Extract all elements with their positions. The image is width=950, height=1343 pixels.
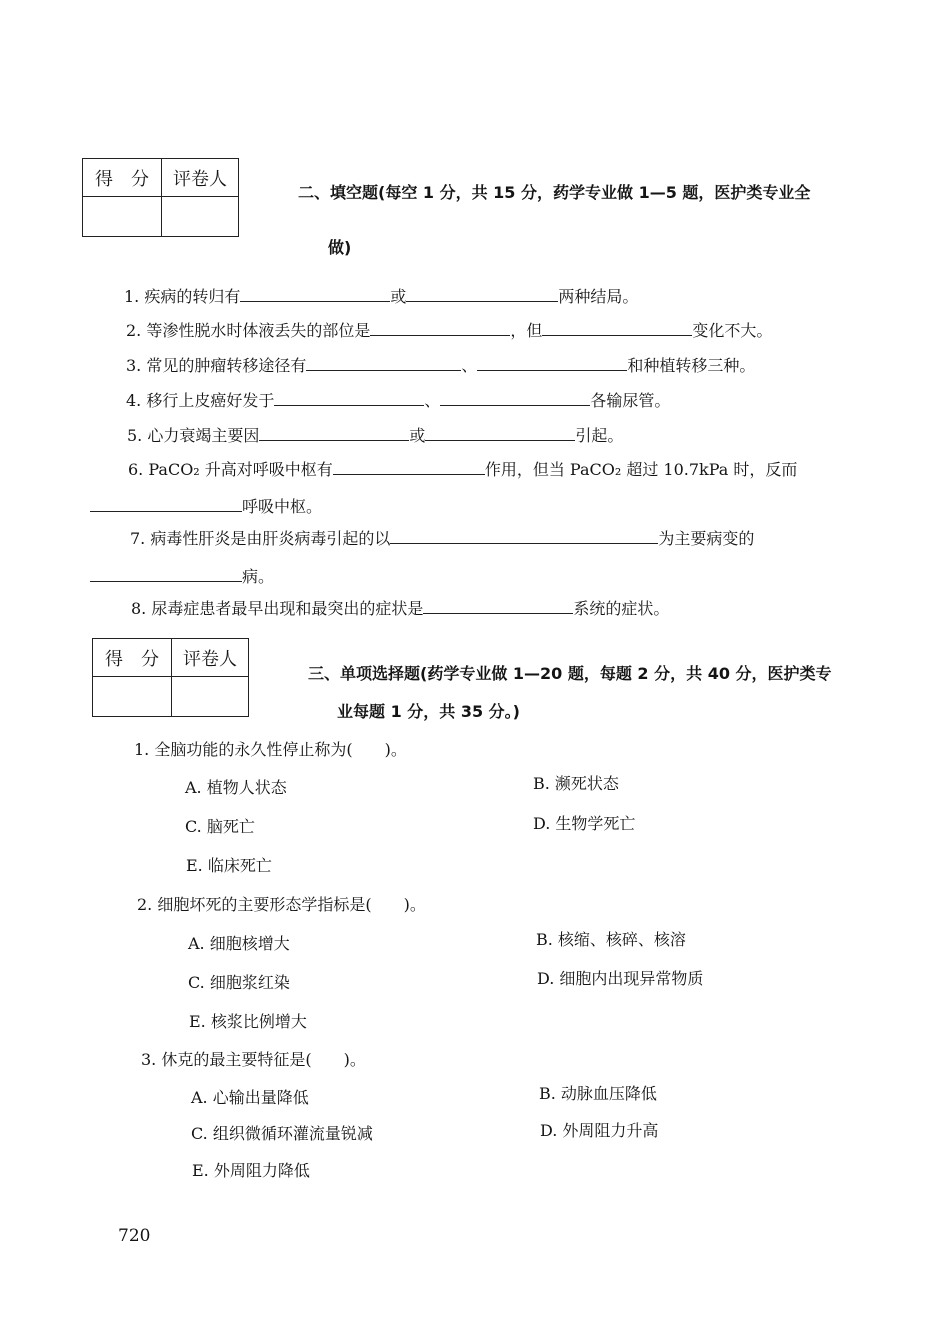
mc-option[interactable]: D. 生物学死亡 bbox=[533, 814, 636, 833]
answer-blank[interactable] bbox=[440, 391, 590, 406]
mc-option[interactable]: A. 植物人状态 bbox=[185, 778, 287, 797]
score-cell[interactable] bbox=[83, 197, 162, 237]
fill-question-6: 6. PaCO₂ 升高对呼吸中枢有 作用，但当 PaCO₂ 超过 10.7kPa 时，反而 bbox=[128, 460, 798, 479]
fill-question-8: 8. 尿毒症患者最早出现和最突出的症状是 系统的症状。 bbox=[131, 599, 670, 618]
answer-blank[interactable] bbox=[425, 426, 575, 441]
fill-question-5: 5. 心力衰竭主要因 或 引起。 bbox=[127, 426, 624, 445]
mc-option[interactable]: E. 核浆比例增大 bbox=[189, 1012, 307, 1031]
mc-option[interactable]: C. 组织微循环灌流量锐减 bbox=[191, 1124, 373, 1143]
answer-blank[interactable] bbox=[390, 529, 658, 544]
fill-question-3: 3. 常见的肿瘤转移途径有 、 和种植转移三种。 bbox=[126, 356, 756, 375]
answer-blank[interactable] bbox=[259, 426, 409, 441]
answer-blank[interactable] bbox=[370, 321, 510, 336]
answer-blank[interactable] bbox=[306, 356, 461, 371]
grader-label: 评卷人 bbox=[172, 639, 249, 677]
answer-blank[interactable] bbox=[333, 460, 485, 475]
answer-blank[interactable] bbox=[240, 287, 390, 302]
score-box-section2 bbox=[82, 158, 239, 237]
score-label: 得 分 bbox=[83, 159, 162, 197]
mc-option[interactable]: E. 临床死亡 bbox=[186, 856, 272, 875]
mc-option[interactable]: C. 脑死亡 bbox=[185, 817, 255, 836]
answer-blank[interactable] bbox=[90, 567, 242, 582]
answer-blank[interactable] bbox=[274, 391, 424, 406]
answer-blank[interactable] bbox=[90, 497, 242, 512]
page-number: 720 bbox=[118, 1226, 151, 1246]
grader-cell[interactable] bbox=[172, 677, 249, 717]
mc-option[interactable]: E. 外周阻力降低 bbox=[192, 1161, 310, 1180]
answer-blank[interactable] bbox=[542, 321, 692, 336]
mc-option[interactable]: B. 濒死状态 bbox=[533, 774, 619, 793]
grader-cell[interactable] bbox=[162, 197, 239, 237]
fill-question-1: 1. 疾病的转归有 或 两种结局。 bbox=[124, 287, 639, 306]
mc-option[interactable]: D. 外周阻力升高 bbox=[540, 1121, 659, 1140]
mc-option[interactable]: B. 核缩、核碎、核溶 bbox=[536, 930, 686, 949]
answer-blank[interactable] bbox=[477, 356, 627, 371]
score-label: 得 分 bbox=[93, 639, 172, 677]
answer-blank[interactable] bbox=[406, 287, 558, 302]
mc-option[interactable]: C. 细胞浆红染 bbox=[188, 973, 290, 992]
score-cell[interactable] bbox=[93, 677, 172, 717]
fill-question-6-cont: 呼吸中枢。 bbox=[90, 494, 322, 517]
section3-title: 三、单项选择题(药学专业做 1—20 题，每题 2 分，共 40 分，医护类专 bbox=[308, 664, 832, 683]
fill-question-2: 2. 等渗性脱水时体液丢失的部位是 ，但 变化不大。 bbox=[126, 321, 773, 340]
fill-question-7: 7. 病毒性肝炎是由肝炎病毒引起的以 为主要病变的 bbox=[130, 529, 755, 548]
mc-option[interactable]: A. 细胞核增大 bbox=[188, 934, 290, 953]
fill-question-4: 4. 移行上皮癌好发于 、 各输尿管。 bbox=[126, 391, 671, 410]
section3-title-cont: 业每题 1 分，共 35 分。) bbox=[337, 702, 520, 721]
answer-blank[interactable] bbox=[423, 599, 573, 614]
grader-label: 评卷人 bbox=[162, 159, 239, 197]
score-box-section3 bbox=[92, 638, 249, 717]
mc-question-3-stem: 3. 休克的最主要特征是( )。 bbox=[141, 1050, 366, 1069]
mc-option[interactable]: D. 细胞内出现异常物质 bbox=[537, 969, 704, 988]
mc-question-1-stem: 1. 全脑功能的永久性停止称为( )。 bbox=[134, 740, 407, 759]
mc-question-2-stem: 2. 细胞坏死的主要形态学指标是( )。 bbox=[137, 895, 426, 914]
section2-title: 二、填空题(每空 1 分，共 15 分，药学专业做 1—5 题，医护类专业全 bbox=[298, 183, 811, 202]
section2-title-cont: 做) bbox=[328, 238, 352, 257]
fill-question-7-cont: 病。 bbox=[90, 564, 274, 587]
mc-option[interactable]: A. 心输出量降低 bbox=[191, 1088, 309, 1107]
mc-option[interactable]: B. 动脉血压降低 bbox=[539, 1084, 657, 1103]
